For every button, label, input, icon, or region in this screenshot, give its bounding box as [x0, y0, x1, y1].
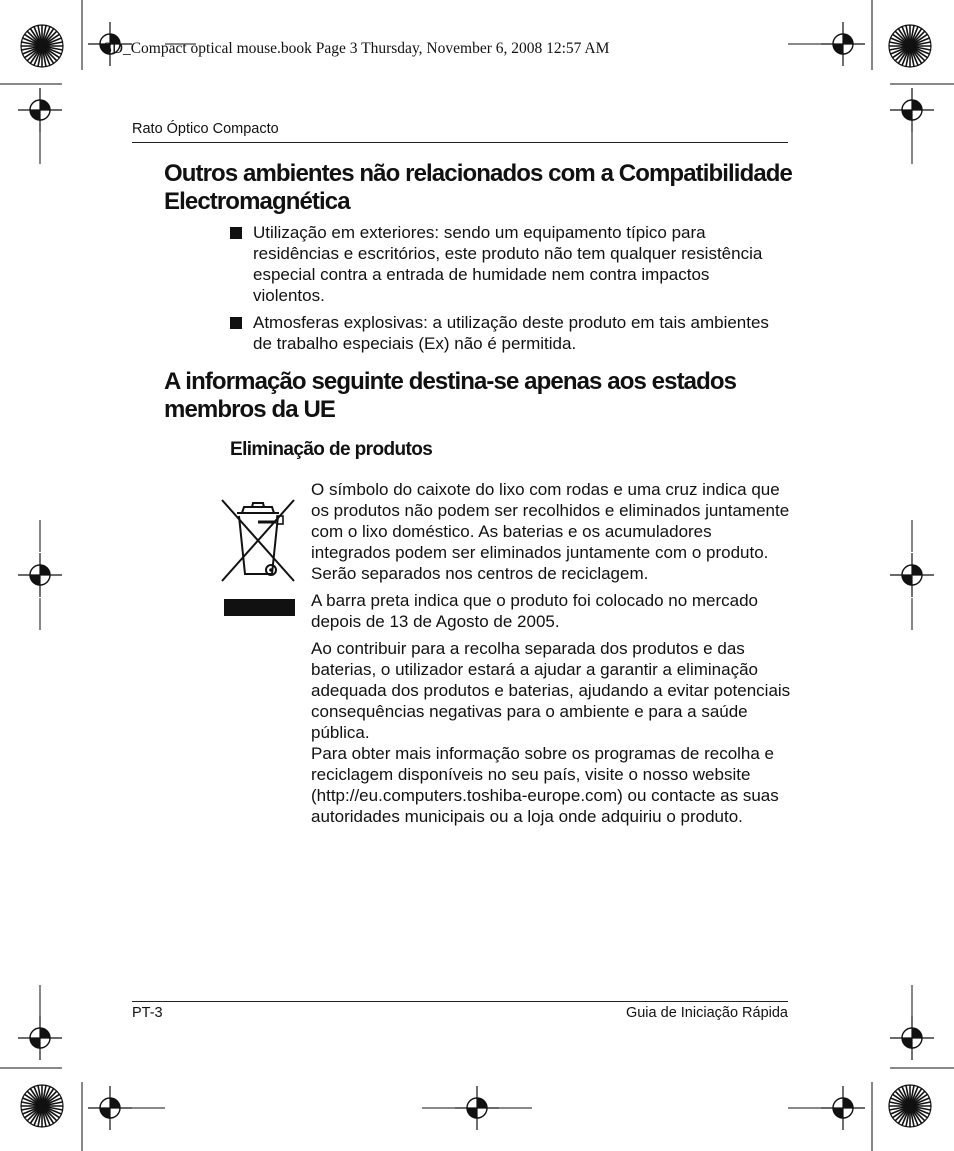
bullet-text: Atmosferas explosivas: a utilização deste produto em tais ambientes de trabalho especiais (Ex) não é permitida.	[253, 313, 769, 353]
section-heading-eu	[164, 368, 794, 424]
header-rule	[132, 142, 788, 143]
bullet-text: Utilização em exteriores: sendo um equipamento típico para residências e escritórios, este produto não tem qualquer resistência especial contra a entrada de humidade nem contra impactos violentos.	[253, 223, 763, 305]
list-item	[230, 222, 790, 306]
paragraph: A barra preta indica que o produto foi colocado no mercado depois de 13 de Agosto de 2005.	[311, 591, 759, 631]
section-heading-line: A informação seguinte destina-se apenas aos estados	[164, 368, 737, 395]
disposal-text-block	[311, 479, 791, 827]
section-heading-line: membros da UE	[164, 396, 336, 423]
paragraph: Para obter mais informação sobre os programas de recolha e reciclagem disponíveis no seu país, visite o nosso website (http://eu.computers.toshiba-europe.com) ou contacte as suas autoridades municipais ou a loja onde adquiriu o produto.	[311, 744, 779, 826]
subheading-product-disposal: Eliminação de produtos	[230, 439, 433, 460]
page-number: PT-3	[132, 1005, 163, 1021]
running-header: Rato Óptico Compacto	[132, 121, 279, 137]
square-bullet-icon	[230, 227, 242, 239]
bullet-list	[230, 222, 790, 360]
square-bullet-icon	[230, 317, 242, 329]
print-slug-line: 3D_Compact optical mouse.book Page 3 Thursday, November 6, 2008 12:57 AM	[104, 40, 610, 57]
list-item	[230, 312, 790, 354]
crossed-out-wheelie-bin-icon	[218, 496, 298, 618]
footer-guide-title: Guia de Iniciação Rápida	[625, 1005, 788, 1021]
footer-rule	[132, 1001, 788, 1002]
section-heading-line: Electromagnética	[164, 188, 350, 215]
section-heading-emc	[164, 160, 794, 216]
paragraph: Ao contribuir para a recolha separada dos produtos e das baterias, o utilizador estará a ajudar a garantir a eliminação adequada dos produtos e baterias, ajudando a evitar potenciais consequências negativas para o ambiente e para a saúde pública.	[311, 639, 791, 742]
paragraph: O símbolo do caixote do lixo com rodas e uma cruz indica que os produtos não podem ser recolhidos e eliminados juntamente com o lixo doméstico. As baterias e os acumuladores integrados podem ser eliminados juntamente com o produto. Serão separados nos centros de reciclagem.	[311, 480, 790, 583]
section-heading-line: Outros ambientes não relacionados com a Compatibilidade	[164, 160, 792, 187]
